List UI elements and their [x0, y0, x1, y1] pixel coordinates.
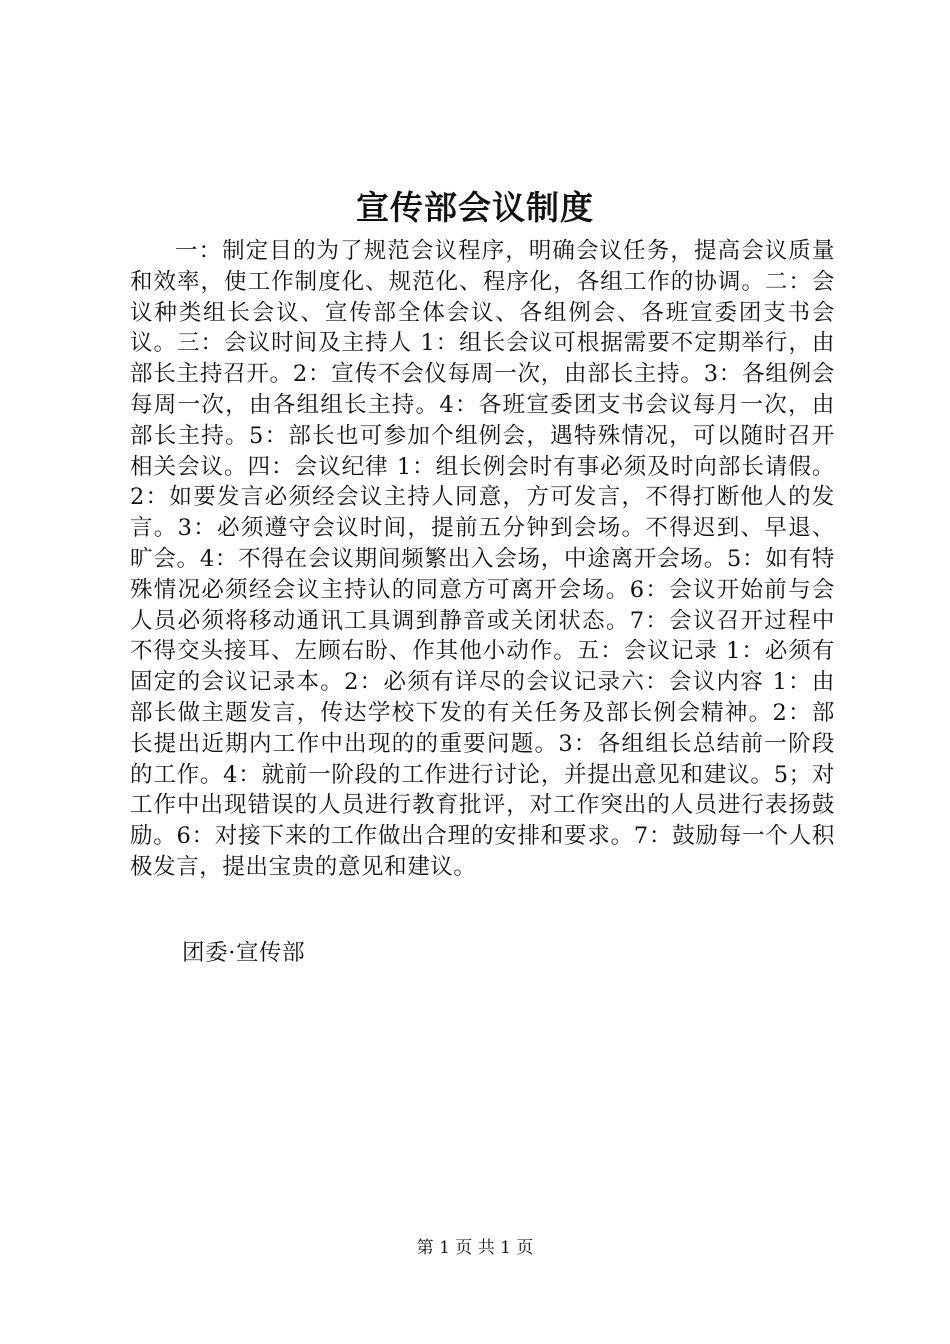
document-title: 宣传部会议制度 — [356, 188, 594, 227]
page-number-footer: 第 1 页 共 1 页 — [416, 1238, 534, 1258]
document-signature: 团委·宣传部 — [182, 940, 306, 966]
document-body-paragraph: 一：制定目的为了规范会议程序，明确会议任务，提高会议质量和效率，使工作制度化、规范化、程序化，各组工作的协调。二：会议种类组长会议、宣传部全体会议、各组例会、各班宣委团支书会议。三：会议时间及主持人 1：组长会议可根据需要不定期举行，由部长主持召开。2：宣传不会仪每周一次，由部长主持。3：各组例会每周一次，由各组组长主持。4：各班宣委团支书会议每月一次，由部长主持。5：部长也可参加个组例会，遇特殊情况，可以随时召开相关会议。四：会议纪律 1：组长例会时有事必须及时向部长请假。2：如要发言必须经会议主持人同意，方可发言，不得打断他人的发言。3：必须遵守会议时间，提前五分钟到会场。不得迟到、早退、旷会。4：不得在会议期间频繁出入会场，中途离开会场。5：如有特殊情况必须经会议主持认的同意方可离开会场。6：会议开始前与会人员必须将移动通讯工具调到静音或关闭状态。7：会议召开过程中不得交头接耳、左顾右盼、作其他小动作。五：会议记录 1：必须有固定的会议记录本。2：必须有详尽的会议记录六：会议内容 1：由部长做主题发言，传达学校下发的有关任务及部长例会精神。2：部长提出近期内工作中出现的的重要问题。3：各组组长总结前一阶段的工作。4：就前一阶段的工作进行讨论，并提出意见和建议。5；对工作中出现错误的人员进行教育批评，对工作突出的人员进行表扬鼓励。6：对接下来的工作做出合理的安排和要求。7：鼓励每一个人积极发言，提出宝贵的意见和建议。 — [130, 238, 835, 880]
